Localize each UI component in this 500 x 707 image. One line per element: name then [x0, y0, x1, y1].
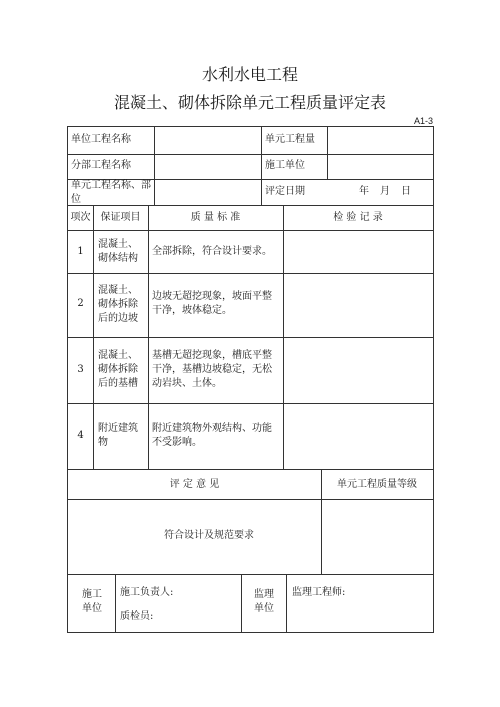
grid-line: [68, 230, 433, 231]
grid-line: [286, 574, 287, 632]
supervisor-unit-label: 监理单位: [254, 589, 274, 614]
element-quantity-label: 单元工程量: [265, 134, 315, 145]
evaluation-form-table: [67, 126, 434, 633]
row-2-no: 2: [77, 298, 84, 309]
grid-line: [68, 337, 433, 338]
col-header-standard: 质 量 标 准: [190, 212, 241, 223]
row-1-no: 1: [77, 246, 84, 257]
contractor-label: 施工单位: [265, 160, 305, 171]
row-3-item: 混凝土、砌体拆除后的基槽: [98, 350, 138, 389]
row-1-item: 混凝土、砌体结构: [98, 239, 138, 264]
inspector-label: 质检员:: [120, 611, 154, 622]
row-3-standard: 基槽无超挖现象，槽底平整干净，基槽边坡稳定，无松动岩块、土体。: [152, 350, 272, 389]
contractor-unit-label: 施工单位: [82, 589, 102, 614]
grid-line: [154, 127, 155, 205]
row-3-no: 3: [77, 364, 84, 375]
supervisor-engineer-label: 监理工程师:: [292, 587, 346, 598]
grid-line: [68, 574, 433, 575]
grid-line: [68, 499, 433, 500]
grid-line: [261, 127, 262, 205]
grid-line: [93, 205, 94, 469]
form-title: 水利水电工程: [201, 65, 298, 84]
contractor-person-label: 施工负责人:: [120, 587, 174, 598]
row-4-standard: 附近建筑物外观结构、功能不受影响。: [152, 423, 272, 448]
element-name-label: 单元工程名称、部位: [71, 180, 151, 205]
grid-line: [327, 127, 328, 179]
grid-line: [283, 205, 284, 469]
form-subtitle: 混凝土、砌体拆除单元工程质量评定表: [113, 93, 386, 112]
eval-date-day: 日: [401, 186, 411, 197]
grid-line: [68, 469, 433, 470]
opinion-header: 评 定 意 见: [169, 479, 220, 490]
grade-header: 单元工程质量等级: [337, 479, 417, 490]
sub-project-label: 分部工程名称: [71, 160, 131, 171]
row-4-item: 附近建筑物: [98, 423, 138, 448]
form-code: A1-3: [413, 116, 433, 126]
unit-project-label: 单位工程名称: [71, 134, 131, 145]
grid-line: [115, 574, 116, 632]
grid-line: [68, 403, 433, 404]
grid-line: [68, 273, 433, 274]
row-2-item: 混凝土、砌体拆除后的边坡: [98, 285, 138, 324]
grid-line: [241, 574, 242, 632]
row-4-no: 4: [77, 430, 84, 441]
grid-line: [148, 205, 149, 469]
eval-date-year: 年: [359, 186, 369, 197]
grid-line: [68, 154, 433, 155]
row-2-standard: 边坡无超挖现象，坡面平整干净，坡体稳定。: [152, 291, 272, 316]
eval-date-month: 月: [380, 186, 390, 197]
eval-date-label: 评定日期: [265, 186, 305, 197]
row-1-standard: 全部拆除，符合设计要求。: [152, 246, 272, 257]
col-header-no: 项次: [70, 212, 91, 223]
opinion-text[interactable]: 符合设计及规范要求: [164, 530, 254, 541]
col-header-record: 检 验 记 录: [333, 212, 383, 223]
col-header-item: 保证项目: [100, 212, 141, 223]
